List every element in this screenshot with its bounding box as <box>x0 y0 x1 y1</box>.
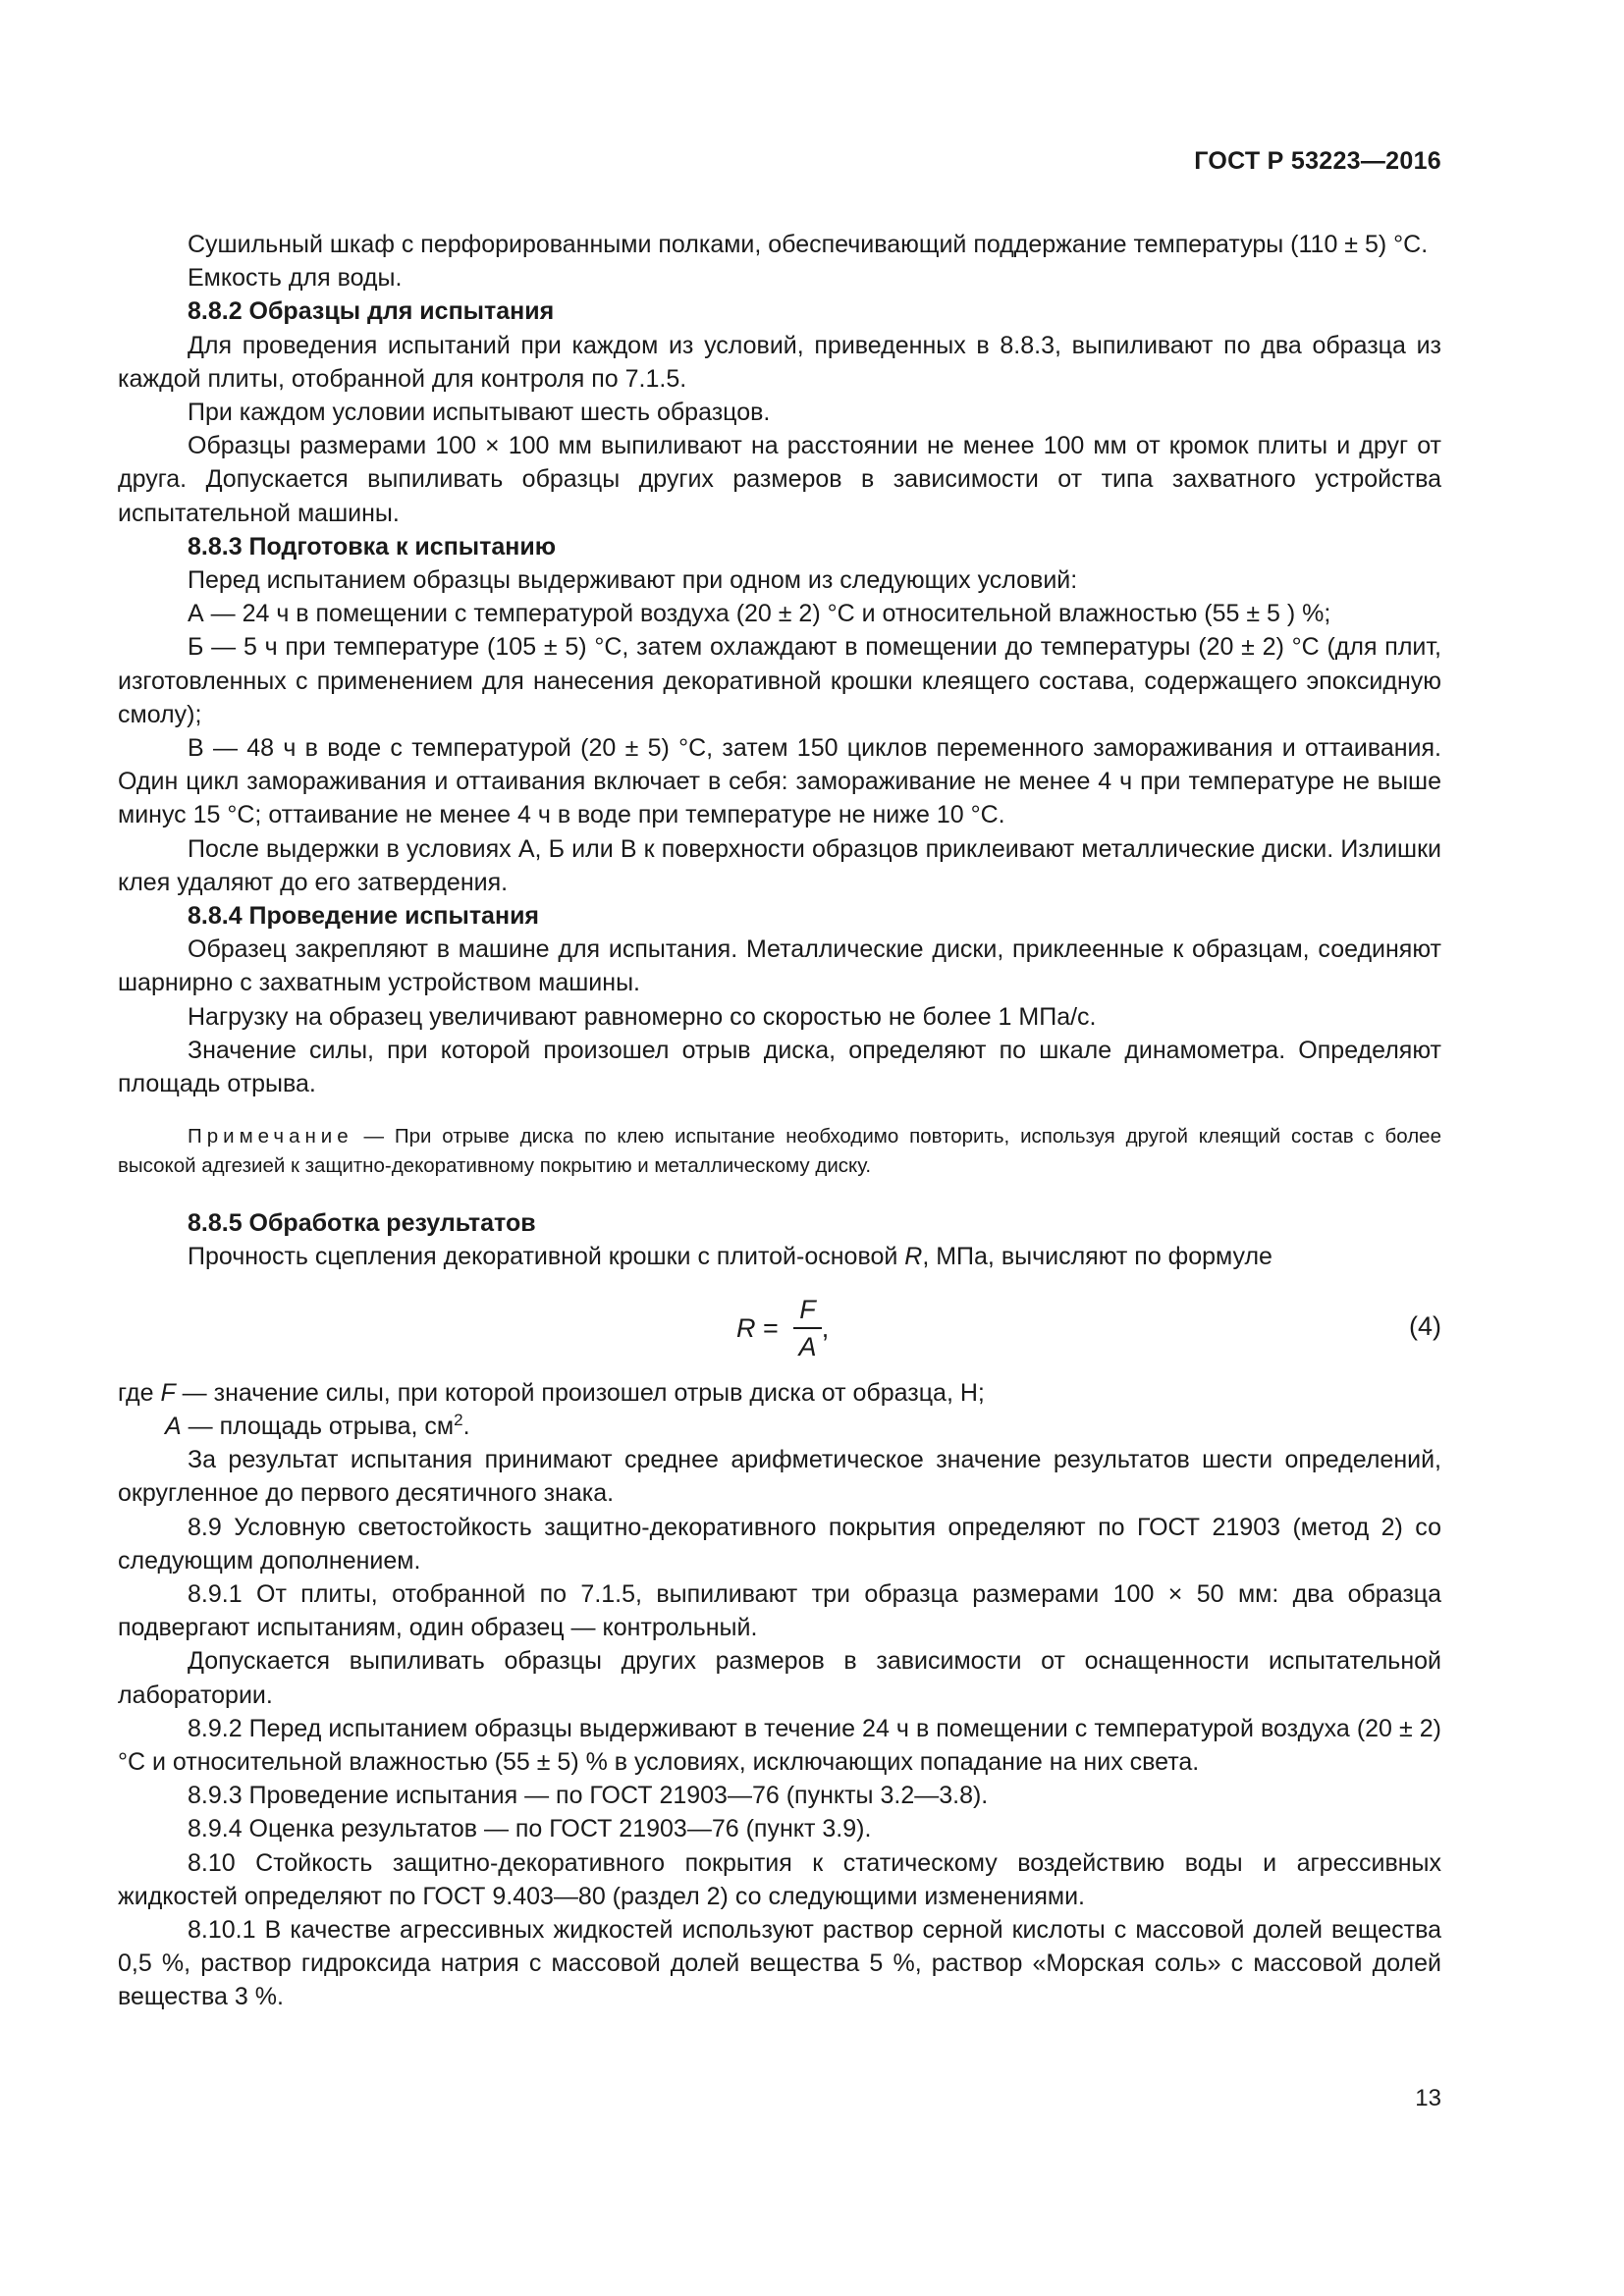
paragraph: За результат испытания принимают среднее арифметическое значение результатов шести определений, округленное до первого десятичного знака. <box>118 1446 1441 1508</box>
paragraph: Нагрузку на образец увеличивают равномерно со скоростью не более 1 МПа/с. <box>188 1002 1097 1031</box>
paragraph: Значение силы, при которой произошел отрыв диска, определяют по шкале динамометра. Определяют площадь отрыва. <box>118 1036 1441 1098</box>
paragraph: Образец закрепляют в машине для испытания. Металлические диски, приклеенные к образцам, соединяют шарнирно с захватным устройством машины. <box>118 935 1441 997</box>
paragraph: Б — 5 ч при температуре (105 ± 5) °С, затем охлаждают в помещении до температуры (20 ± 2) °С (для плит, изготовленных с применением для нанесения декоративной крошки клеящего состава, содержащего эпоксидную смолу); <box>118 633 1441 728</box>
paragraph: Сушильный шкаф с перфорированными полками, обеспечивающий поддержание температуры (110 ± 5) °С. <box>188 231 1429 258</box>
paragraph: 8.9.2 Перед испытанием образцы выдерживают в течение 24 ч в помещении с температурой воздуха (20 ± 2) °С и относительной влажностью (55 ± 5) % в условиях, исключающих попадание на них света. <box>118 1714 1441 1776</box>
paragraph: Прочность сцепления декоративной крошки с плитой-основой R, МПа, вычисляют по формуле <box>188 1243 1272 1271</box>
paragraph: 8.9.3 Проведение испытания — по ГОСТ 21903—76 (пункты 3.2—3.8). <box>188 1782 989 1810</box>
definition-a: A — площадь отрыва, $см^2$. <box>165 1410 470 1440</box>
note-label: Примечание <box>188 1125 353 1148</box>
paragraph: 8.9 Условную светостойкость защитно-декоративного покрытия определяют по ГОСТ 21903 (метод 2) со следующим дополнением. <box>118 1513 1441 1575</box>
paragraph: При каждом условии испытывают шесть образцов. <box>188 399 771 427</box>
formula-numerator: F <box>793 1293 822 1329</box>
section-heading: 8.8.4 Проведение испытания <box>188 902 540 931</box>
formula-number: (4) <box>1409 1310 1441 1341</box>
paragraph: После выдержки в условиях А, Б или В к поверхности образцов приклеивают металлические диски. Излишки клея удаляют до его затвердения. <box>118 834 1441 896</box>
definition-f: где F — значение силы, при которой произошел отрыв диска от образца, Н; <box>118 1378 985 1407</box>
paragraph: Емкость для воды. <box>188 264 403 293</box>
paragraph: 8.10.1 В качестве агрессивных жидкостей используют раствор серной кислоты с массовой долей вещества 0,5 %, раствор гидроксида натрия с массовой долей вещества 5 %, раствор «Морская соль» с массовой долей вещества 3 %. <box>118 1915 1441 2011</box>
formula-fraction <box>793 1293 822 1363</box>
formula-lhs: R <box>736 1312 756 1343</box>
paragraph: Допускается выпиливать образцы других размеров в зависимости от оснащенности испытательной лаборатории. <box>118 1647 1441 1709</box>
section-heading: 8.8.3 Подготовка к испытанию <box>188 532 557 561</box>
document-header: ГОСТ Р 53223—2016 <box>1194 147 1441 175</box>
note <box>118 1122 1441 1181</box>
formula-equals: = <box>755 1312 786 1343</box>
paragraph: 8.10 Стойкость защитно-декоративного покрытия к статическому воздействию воды и агрессивных жидкостей определяют по ГОСТ 9.403—80 (раздел 2) со следующими изменениями. <box>118 1848 1441 1910</box>
section-heading: 8.8.2 Образцы для испытания <box>188 297 555 326</box>
section-heading: 8.8.5 Обработка результатов <box>188 1209 536 1238</box>
formula-4 <box>118 1284 1441 1372</box>
paragraph: В — 48 ч в воде с температурой (20 ± 5) °С, затем 150 циклов переменного замораживания и оттаивания. Один цикл замораживания и оттаивания включает в себя: замораживание не менее 4 ч при температуре не выше минус 15 °С; оттаивание не менее 4 ч в воде при температуре не ниже 10 °С. <box>118 734 1441 829</box>
paragraph: 8.9.1 От плиты, отобранной по 7.1.5, выпиливают три образца размерами 100 × 50 мм: два образца подвергают испытаниям, один образец — контрольный. <box>118 1579 1441 1642</box>
paragraph: Для проведения испытаний при каждом из условий, приведенных в 8.8.3, выпиливают по два образца из каждой плиты, отобранной для контроля по 7.1.5. <box>118 331 1441 393</box>
paragraph: А — 24 ч в помещении с температурой воздуха (20 ± 2) °С и относительной влажностью (55 ± 5 ) %; <box>188 600 1331 628</box>
page-number: 13 <box>1415 2085 1441 2111</box>
note-text: — При отрыве диска по клею испытание необходимо повторить, используя другой клеящий состав с более высокой адгезией к защитно-декоративному покрытию и металлическому диску. <box>118 1125 1441 1178</box>
formula-denominator: A <box>798 1331 817 1362</box>
paragraph: Образцы размерами 100 × 100 мм выпиливают на расстоянии не менее 100 мм от кромок плиты и друг от друга. Допускается выпиливать образцы других размеров в зависимости от типа захватного устройства испытательной машины. <box>118 432 1441 527</box>
paragraph: 8.9.4 Оценка результатов — по ГОСТ 21903—76 (пункт 3.9). <box>188 1815 872 1843</box>
formula-comma: , <box>821 1312 830 1343</box>
paragraph: Перед испытанием образцы выдерживают при одном из следующих условий: <box>188 566 1078 595</box>
page-body <box>118 228 1441 2014</box>
